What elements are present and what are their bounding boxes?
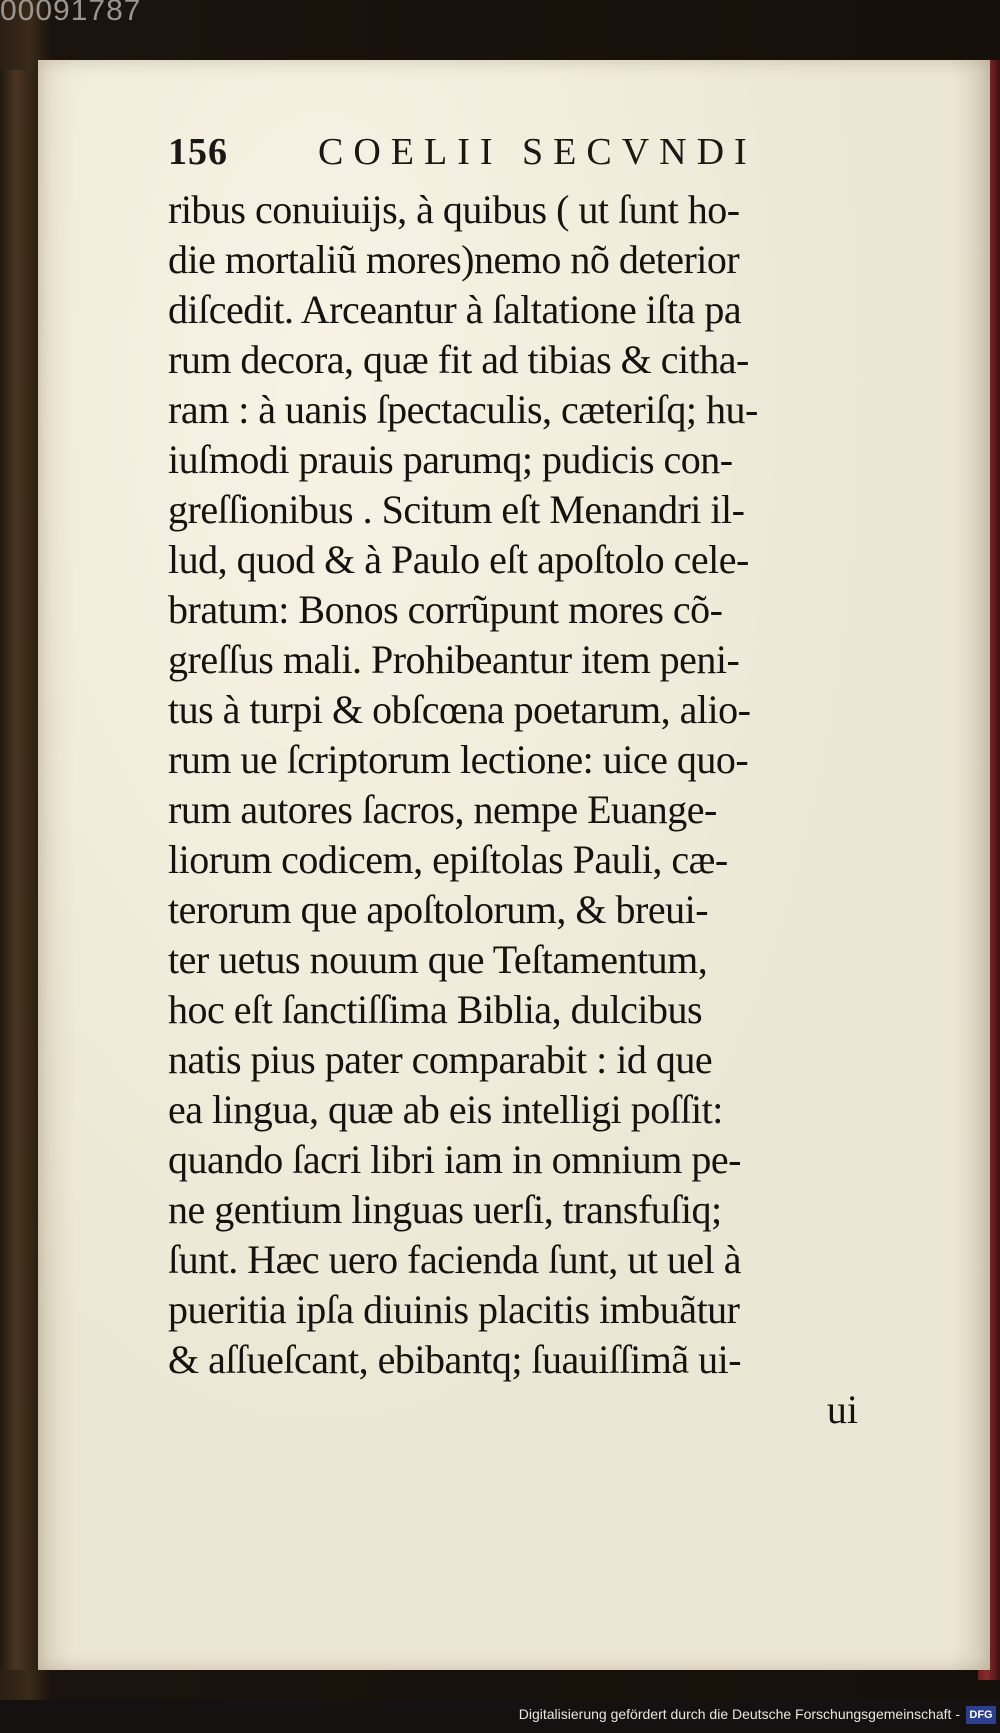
text-line: ſunt. Hæc uero facienda ſunt, ut uel à [168, 1237, 742, 1282]
text-line: ne gentium linguas uerſi, transfuſiq; [168, 1187, 722, 1232]
text-line: iuſmodi prauis parumq; pudicis con- [168, 437, 733, 482]
text-line: tus à turpi & obſcœna poetarum, alio- [168, 687, 751, 732]
book-binding-left [0, 70, 38, 1670]
text-line: liorum codicem, epiſtolas Pauli, cæ- [168, 837, 728, 882]
text-line: die mortaliũ mores)nemo nõ deterior [168, 237, 740, 282]
footer-credit: Digitalisierung gefördert durch die Deutsche Forschungsgemeinschaft - [518, 1706, 960, 1722]
text-line: greſſus mali. Prohibeantur item peni- [168, 637, 740, 682]
text-line: ter uetus nouum que Teſtamentum, [168, 937, 708, 982]
text-line: diſcedit. Arceantur à ſaltatione iſta pa [168, 287, 742, 332]
catalog-id: 00091787 [0, 0, 142, 27]
text-line: terorum que apoſtolorum, & breui- [168, 887, 709, 932]
text-line: rum ue ſcriptorum lectione: uice quo- [168, 737, 749, 782]
text-line: rum autores ſacros, nempe Euange- [168, 787, 717, 832]
text-line: bratum: Bonos corrũpunt mores cõ- [168, 587, 723, 632]
running-head: COELII SECVNDI [318, 131, 757, 173]
digitization-footer [0, 1700, 1000, 1733]
body-text [168, 185, 888, 1435]
text-line: natis pius pater comparabit : id que [168, 1037, 713, 1082]
page-header [168, 130, 828, 190]
text-line: quando ſacri libri iam in omnium pe- [168, 1137, 741, 1182]
dfg-logo-icon: DFG [966, 1706, 996, 1724]
text-line: ribus conuiuijs, à quibus ( ut ſunt ho- [168, 187, 740, 232]
book-page [38, 60, 990, 1670]
text-line: rum decora, quæ fit ad tibias & citha- [168, 337, 749, 382]
text-line: ea lingua, quæ ab eis intelligi poſſit: [168, 1087, 723, 1132]
text-line: hoc eſt ſanctiſſima Biblia, dulcibus [168, 987, 703, 1032]
text-line: pueritia ipſa diuinis placitis imbuãtur [168, 1287, 740, 1332]
page-number: 156 [168, 131, 228, 173]
text-line: lud, quod & à Paulo eſt apoſtolo cele- [168, 537, 749, 582]
catchword: ui [826, 1387, 858, 1432]
text-line: & aſſueſcant, ebibantq; ſuauiſſimã ui- [168, 1337, 742, 1382]
text-line: ram : à uanis ſpectaculis, cæteriſq; hu- [168, 387, 758, 432]
text-line: greſſionibus . Scitum eſt Menandri il- [168, 487, 745, 532]
